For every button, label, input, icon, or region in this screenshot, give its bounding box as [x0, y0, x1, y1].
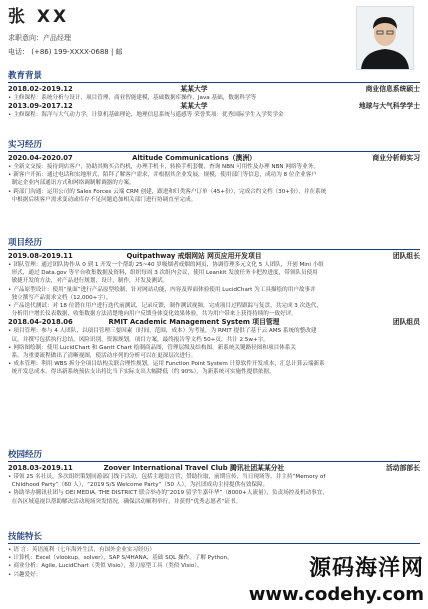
entry-line: • 跨部门沟通：运用公司的 Sales Forces 云端 CRM 创建，跟进和归类客户订单（45+份），完成合约文档（30+份），并在系统	[8, 188, 327, 195]
projects-section	[8, 236, 420, 377]
projects-title: 项目经历	[8, 236, 420, 250]
bullet-icon: •	[8, 172, 12, 179]
watermark-title: 源码海洋网	[308, 556, 424, 581]
bullet-icon: •	[8, 571, 12, 578]
watermark	[249, 551, 424, 605]
entry-line: 议，并撰写包括执行总结，风险识别，资源规划，项目方案，最终报告等文档 50+页，共计 2.5w+字。	[11, 336, 269, 343]
entry-role: 地球与大气科学学士	[358, 102, 420, 111]
entry-line: • 网络图绘制：使用 LucidChart 和 Gantt Chart 绘制商品图，管理层级及结构图，新系统关键路径图和项目体系关	[8, 344, 296, 351]
entry-line: • 主修课程：海洋与大气动力学，计算机基础理论，地理信息系统与遥感等 荣誉奖项：优秀国际学生入学奖学金	[8, 112, 284, 119]
candidate-name: 张 XX	[8, 7, 70, 27]
entry-line: 系，为重要流程做出了清晰视图，使活动序列的分析可以在更深层次进行。	[11, 353, 197, 360]
entry-org: Quitpathway 戒烟网站 网页应用开发项目	[126, 252, 262, 260]
entry-period: 2018.03-2019.11	[8, 464, 73, 472]
entry-line: • 产品迭代测试：对 18 位潜在用户进行迭代前测试，记录反馈，制作测试视频，完成项目过程跟踪与复盘，共完成 3 次迭代，	[8, 303, 322, 310]
job-intent-label: 求职意向：	[8, 34, 43, 42]
education-entry	[8, 85, 420, 94]
profile-photo	[356, 6, 414, 70]
entry-role: 团队组员	[392, 318, 420, 327]
entry-line: • 带领 25 名社员，多次组织策划同游部门线下活动，包括主题语言营，赞助拉取，前期宣传，当日现场等，并主持“Memory of	[8, 474, 326, 480]
education-title: 教育背景	[8, 69, 420, 83]
entry-period: 2013.09-2017.12	[8, 102, 73, 111]
entry-role: 活动部部长	[386, 464, 420, 472]
entry-period: 2020.04-2020.07	[8, 154, 73, 162]
entry-line: 独立撰写产品需求文档（12,000+字）。	[11, 294, 112, 301]
project-entry	[8, 318, 420, 327]
job-intent	[8, 33, 71, 43]
project-entry	[8, 252, 420, 261]
skill-line: • 兴趣爱好：	[8, 571, 42, 578]
entry-org: Zoover International Travel Club 腾讯社团某某分社	[103, 464, 285, 472]
campus-section	[8, 448, 420, 506]
bullet-icon: •	[8, 474, 12, 480]
bullet-icon: •	[8, 164, 12, 170]
campus-title: 校园经历	[8, 448, 420, 462]
entry-line: • 成本管理：利用 WBS 拆分全项目结构关联合理性规划，运用 Function Point System 计算软件开发成本，汇总计算云端新系	[8, 361, 325, 368]
entry-role: 商业信息系统硕士	[365, 85, 420, 93]
entry-line: • 团队管理：通过团队协作从 0 到 1 开发一个帮助 25~40 岁吸烟者戒烟的网页，协调管理多元文化 5 人团队，开创 Mini 小组	[8, 262, 324, 268]
bullet-icon: •	[8, 112, 12, 119]
bullet-icon: •	[8, 563, 12, 570]
entry-line: 制定企业内部通讯方式和网络调制解调器的方案。	[11, 180, 135, 187]
entry-line: • 项目管理：参与 4 人团队，以项目管理三要因素（时间，范围，成本）为考量，为 RMIT 提供了基于云 AMS 系统的整改建	[8, 328, 317, 335]
entry-period: 2018.02-2019.12	[8, 85, 73, 93]
bullet-icon: •	[8, 344, 12, 351]
skills-title: 技能特长	[8, 530, 420, 544]
skill-line: • 计算机：Excel（vlookup，solver），SAP S/4HANA，基础 SQL 操作，了解 Python，	[8, 555, 233, 562]
job-intent-value: 产品经理	[43, 34, 71, 42]
entry-org: 某某大学	[180, 85, 208, 93]
bullet-icon: •	[8, 328, 12, 335]
entry-line: • 新客户开拓：通过电话和实地形式，陌拜了解客户需求，并根据其企业发展，规模，使用部门等信息，成功为 8 位企业客户	[8, 172, 317, 179]
internship-entry	[8, 154, 420, 163]
contact-info: 电话： (+86) 199-XXXX-0688 | 邮	[8, 48, 123, 56]
bullet-icon: •	[8, 547, 12, 553]
entry-org: RMIT Academic Management System 项目管理	[108, 318, 280, 327]
bullet-icon: •	[8, 286, 12, 293]
entry-line: 统开发总成本，得出新系统预估支出将比当下实际支出大幅降低（约 90%），为新系统可实施性提供依据。	[11, 369, 275, 376]
bullet-icon: •	[8, 262, 12, 268]
entry-line: 敏捷开发的方法，对产品进行规划，设计，制作，开发及测试。	[11, 278, 169, 285]
education-entry	[8, 102, 420, 111]
portrait-image	[357, 7, 413, 69]
bullet-icon: •	[8, 188, 12, 195]
education-section	[8, 69, 420, 119]
entry-line: • 产品原型设计：使用“量面”进行产品原型绘制，针对网站功能，内容及界面体验使用 LucidChart 为工具描绘的用户故事并	[8, 286, 316, 293]
entry-period: 2018.04-2018.06	[8, 318, 73, 327]
entry-line: 中根据后续客户需求变动或库存不足问题追加相关部门进行协调直至完成。	[11, 196, 197, 203]
entry-role: 商业分析师实习	[372, 154, 420, 162]
campus-entry	[8, 464, 420, 473]
bullet-icon: •	[8, 555, 12, 562]
entry-line: 在各区域巡视以帮助解决活动现场突发情况，确保活动顺利举行，并获得“优秀志愿者”证书。	[11, 498, 242, 505]
watermark-url: www.codehy.com	[248, 584, 424, 605]
internship-title: 实习经历	[8, 138, 420, 152]
skill-line: • 商业分析：Agile, LucidChart（类似 Visio），墨刀原型工具（类似 Visio），	[8, 563, 203, 570]
skill-line: • 语 言：英语流利（七年海外生活，有国外企业实习经历）	[8, 547, 155, 553]
internship-section	[8, 138, 420, 204]
bullet-icon: •	[8, 303, 12, 310]
entry-line: 分析用户增长仪表数据，收集数据方法清楚地向用户反馈身体变化效果体验，共为用户带来上获得持续的一致好评。	[11, 311, 297, 318]
entry-line: 形式，通过 Data.gov 等平台收集数据及资料，组织每周 3 次组内会议，使用 Leankit 发放任务卡把控进度，带领队员使用	[11, 270, 318, 277]
entry-line: • 主修课程：系统分析与设计，项目管理，商业智能建模，基础数据库操作，Java 基础，数据科学等	[8, 95, 257, 101]
bullet-icon: •	[8, 361, 12, 368]
entry-period: 2019.08-2019.11	[8, 252, 73, 260]
bullet-icon: •	[8, 490, 12, 497]
entry-role: 团队组长	[392, 252, 420, 260]
entry-org: 某某大学	[180, 102, 208, 111]
entry-line: • 协助举办腾讯社团与 OEI MEDIA, THE DISTRICT 联合举办的“2019 留学生嘉年华”（8000+人流量），负责场控及机动事宜，	[8, 490, 328, 497]
entry-line: Childhood Party”（60 人），“2019 S/S Welcome Party”（50 人），为社团成功主持提供有效保障。	[11, 482, 269, 489]
entry-org: Altitude Communications（澳洲）	[132, 154, 256, 162]
entry-line: • 全新文交接：接待到店客户，协助其购买合约机，办理手机卡，转换手机套餐，查询 NBN 可用性及办理 NBN 网络等业务。	[8, 164, 319, 170]
bullet-icon: •	[8, 95, 12, 101]
